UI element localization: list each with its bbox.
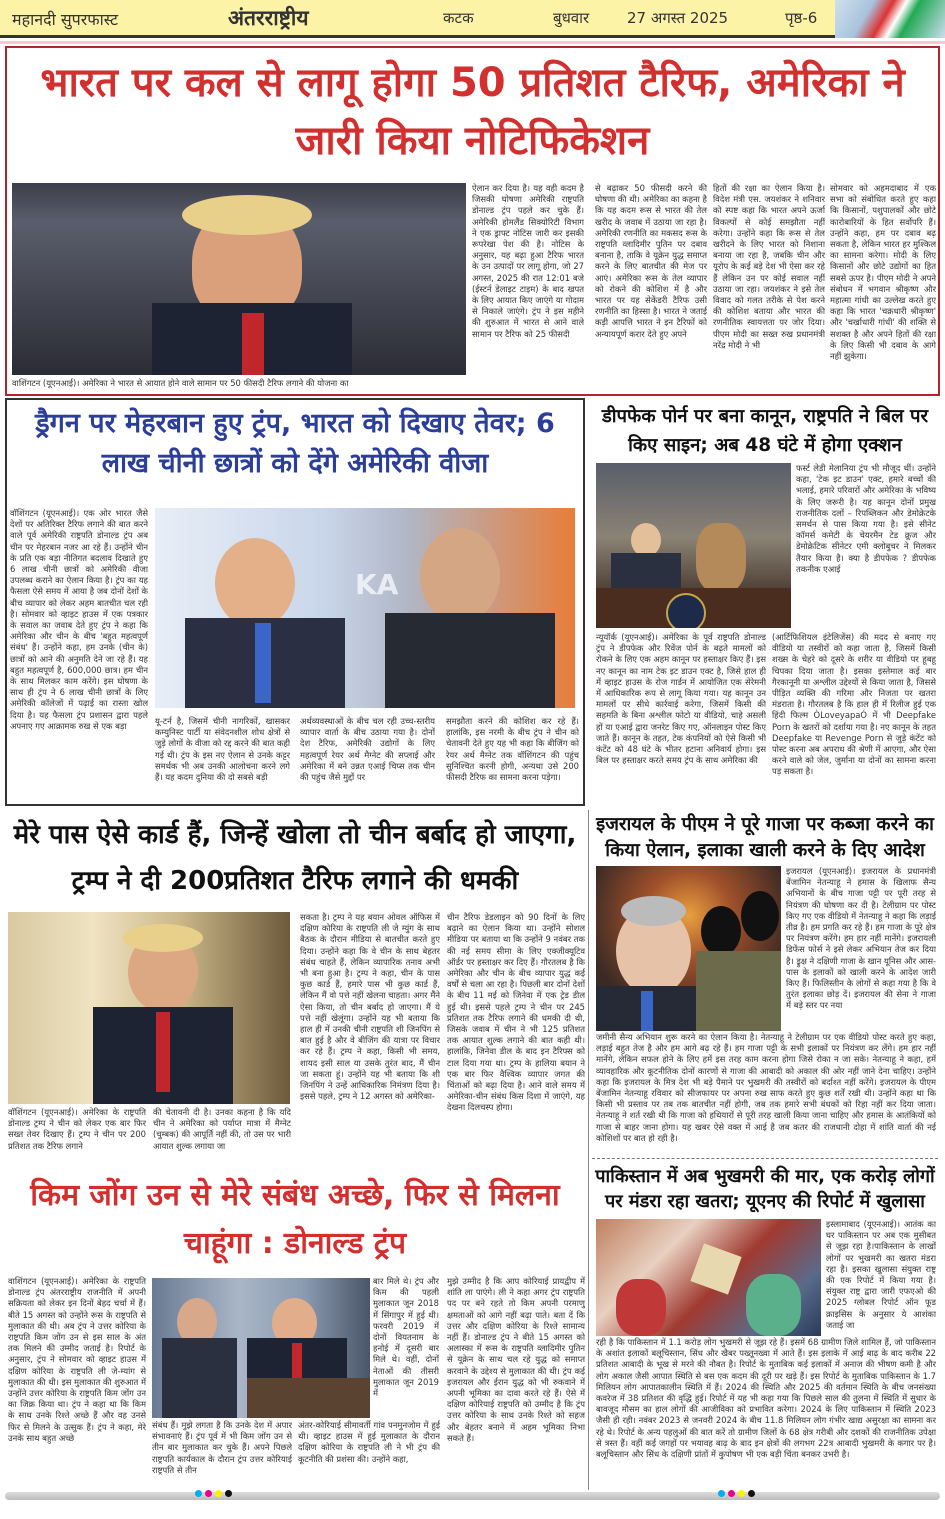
trump-press-briefing-photo: [152, 1278, 370, 1418]
black-dot: [748, 1490, 755, 1497]
food-distribution-photo: [596, 1219, 821, 1336]
netanyahu-photo: [596, 866, 781, 1031]
lead-column: ऐलान कर दिया है। यह वही कदम है जिसकी घोषणा अमेरिकी राष्ट्रपति डोनाल्ड ट्रंप पहले कर चुके हैं। अमेरिकी होमलैंड सिक्योरिटी विभाग ने एक ड्राफ्ट नोटिस जारी कर इसकी रूपरेखा पेश की है। नोटिस के अनुसार, यह बढ़ा हुआ टैरिफ भारत के उन उत्पादों पर लागू होगा, जो 27 अगस्त, 2025 की रात 12:01 बजे (ईस्टर्न डेलाइट टाइम) के बाद खपत के लिए आयात किए जाएंगे या गोदाम से निकाले जाएंगे। ट्रंप ने इस महीने की शुरुआत में भारत से आने वाले सामान पर टैरिफ को 25 फीसदी: [472, 183, 584, 339]
deepfake-column: न्यूयॉर्क (यूएनआई)। अमेरिका के पूर्व राष्ट्रपति डोनाल्ड ट्रंप ने डीपफेक और रिवेंज पोर्न के बढ़ते मामलों को रोकने के लिए एक अहम कानून पर हस्ताक्षर किए हैं। इस नए कानून का नाम टेक इट डाउन एक्ट है, जिसे हाल ही में व्हाइट हाउस के रोज गार्डन में आयोजित एक सेरेमनी में आधिकारिक रूप से लागू किया गया। यह कानून उन मामलों पर सीधे कार्रवाई करेगा, जिसमें किसी की सहमति के बिना अश्लील फोटो या वीडियो, चाहे असली हों या एआई द्वारा जनरेट किए गए, ऑनलाइन पोस्ट किए जाते हैं। कानून के तहत, टेक कंपनियों को ऐसे किसी भी कंटेंट को 48 घंटे के भीतर हटाना अनिवार्य होगा। इस बिल पर हस्ताक्षर करते समय ट्रंप के साथ अमेरिका की: [596, 632, 766, 766]
yellow-dot: [738, 1490, 745, 1497]
magenta-dot: [728, 1490, 735, 1497]
cyan-dot: [718, 1490, 725, 1497]
israel-column: इजरायल (यूएनआई)। इजरायल के प्रधानमंत्री बेंजामिन नेतन्याहू ने हमास के खिलाफ सैन्य अभियानों के बीच गाजा पट्टी पर पूरी तरह से नियंत्रण की घोषणा कर दी है। टेलीग्राम पर पोस्ट किए गए एक वीडियो में नेतन्याहू ने कहा कि लड़ाई तीव्र है। हम प्रगति कर रहे हैं। हम गाजा के पूरे क्षेत्र पर नियंत्रण करेंगे। हम हार नहीं मानेंगे। इजरायली डिफेंस फोर्स ने इसे लेकर अभियान तेज कर दिया है। ड्रुक्ष ने दक्षिणी गाजा के खान यूनिस और आस-पास के इलाकों को खाली करने के आदेश जारी किए हैं। फिलिस्तीन के लोगों से कहा गया है कि वे तुरंत इलाका छोड़ दें। इजरायल की सेना ने गाजा में बड़े स्तर पर नया: [786, 866, 936, 1011]
pakistan-column: इस्लामाबाद (यूएनआई)। आतंक का घर पाकिस्तान पर अब एक मुसीबत से जूझ रहा है।पाकिस्तान के लाखों लोगों पर भुखमरी का खतरा मंडरा रहा है। इसका खुलासा संयुक्त राष्ट्र की एक रिपोर्ट में किया गया है। संयुक्त राष्ट्र द्वारा जारी एफएओ की 2025 ग्लोबल रिपोर्ट ऑन फूड क्राइसिस के अनुसार ये आशंका जताई जा: [826, 1219, 936, 1330]
china-column: वॉशिंगटन (यूएनआई)। एक ओर भारत जैसे देशों पर अतिरिक्त टैरिफ लगाने की बात करने वाले पूर्व अमेरिकी राष्ट्रपति डोनाल्ड ट्रंप अब चीन पर मेहरबान नजर आ रहे हैं। उन्होंने चीन के प्रति एक बड़ा नीतिगत बदलाव दिखाते हुए 6 लाख चीनी छात्रों को अमेरिकी वीजा उपलब्ध कराने का ऐलान किया है। ट्रंप का यह फैसला ऐसे समय में आया है जब दोनों देशों के बीच व्यापार को लेकर अहम बातचीत चल रही है। सोमवार को व्हाइट हाउस में एक पत्रकार के सवाल का जवाब देते हुए ट्रंप ने कहा कि अमेरिका और चीन के बीच 'बहुत महत्वपूर्ण संबंध' हैं। उन्होंने कहा, हम उनके (चीन के) छात्रों को आने की अनुमति देने जा रहे हैं। यह बहुत महत्वपूर्ण है, 600,000 छात्र। हम चीन के साथ मिलकर काम करेंगे। इस घोषणा के साथ ही ट्रंप ने 6 लाख चीनी छात्रों के लिए अमेरिकी कॉलेजों में पढ़ाई का रास्ता खोल दिया है। यह फैसला ट्रंप प्रशासन द्वारा पहले अपनाए गए आक्रामक रुख से एक बड़ा: [10, 508, 148, 731]
page-number: पृष्ठ-6: [785, 9, 818, 27]
masthead: [0, 0, 945, 38]
kim-column: मुझे उम्मीद है कि आप कोरियाई प्रायद्वीप में शांति ला पाएंगे। ली ने कहा अगर ट्रंप राष्ट्रपति पद पर बने रहते तो किम अपनी परमाणु क्षमताओं को आगे नहीं बढ़ा पाते। बता दें कि उत्तर और दक्षिण कोरिया के रिश्ते सामान्य नहीं हैं। डोनाल्ड ट्रंप ने बीते 15 अगस्त को अलास्का में रूस के राष्ट्रपति व्लादिमीर पुतिन से यूक्रेन के साथ चल रहे युद्ध को समाप्त करवाने के उद्देश्य से मुलाकात की थी। ट्रंप कई इजरायल और ईरान युद्ध को भी रुकवाने में अपनी भूमिका का दावा करते रहे हैं। ऐसे में दक्षिण कोरियाई राष्ट्रपति को उम्मीद है कि ट्रंप उत्तर कोरिया के साथ उनके रिश्ते को सहज और बेहतर बनाने में अहम भूमिका निभा सकते हैं।: [447, 1276, 585, 1443]
china-column: अर्थव्यवस्थाओं के बीच चल रही उच्च-स्तरीय व्यापार वार्ता के बीच उठाया गया है। दोनों देश टैरिफ, अमेरिकी उद्योगों के लिए महत्वपूर्ण रेयर अर्थ मैग्नेट की सप्लाई और अमेरिका में बने उन्नत एआई चिप्स तक चीन की पहुंच जैसे मुद्दों पर: [300, 716, 435, 783]
kim-column: बार मिले थे। ट्रंप और किम की पहली मुलाकात जून 2018 में सिंगापुर में हुई थी। फरवरी 2019 में दोनों वियतनाम के हनोई में दूसरी बार मिले थे। वहीं, दोनों नेताओं की तीसरी मुलाकात जून 2019 में: [373, 1276, 439, 1399]
date: 27 अगस्त 2025: [627, 9, 729, 27]
deepfake-column: फर्स्ट लेडी मेलानिया ट्रंप भी मौजूद थीं। उन्होंने कहा, 'टेक इट डाउन' एक्ट, हमारे बच्चों की भलाई, हमारे परिवारों और अमेरिका के भविष्य के लिए जरूरी है। यह कानून दोनों प्रमुख राजनीतिक दलों – रिपब्लिकन और डेमोक्रेटके समर्थन से पास किया गया है। इसे सीनेट कॉमर्स कमेटी के चेयरमैन टेड क्रूज और डेमोक्रेटिक सीनेटर एमी क्लोबुचर ने मिलकर तैयार किया है। क्या है डीपफेक ? डीपफेक तकनीक एआई: [796, 463, 936, 574]
kim-column: अंतर-कोरियाई सीमावर्ती गांव पनमुनजोम में हुई थी। व्हाइट हाउस में हुई मुलाकात के दौरान दक्षिण कोरिया के राष्ट्रपति ली ने भी ट्रंप की कूटनीति की प्रशंसा की। उन्होंने कहा,: [298, 1420, 440, 1464]
paper-name: महानदी सुपरफास्ट: [12, 10, 119, 29]
day: बुधवार: [553, 9, 590, 27]
lead-column: हितों की रक्षा का ऐलान किया है। विदेश मंत्री एस. जयशंकर ने शनिवार को स्पष्ट कहा कि भारत अपने ऊर्जा विकल्पों से कोई समझौता नहीं करेगा। उन्होंने कहा कि रूस से तेल खरीदने के लिए भारत को निशाना बनाया जा रहा है, जबकि चीन और यूरोप के कई बड़े देश भी ऐसा कर रहे हैं लेकिन उन पर कोई सवाल नहीं उठाया जा रहा। जयशंकर ने इसे तेल विवाद को गलत तरीके से पेश करने की कोशिश बताया और भारत की रणनीतिक स्वायत्तता पर जोर दिया। पीएम मोदी का सख्त रुख प्रधानमंत्री नरेंद्र मोदी ने भी: [713, 183, 825, 350]
cards-headline: मेरे पास ऐसे कार्ड हैं, जिन्हें खोला तो चीन बर्बाद हो जाएगा, ट्रम्प ने दी 200प्रतिशत टैरिफ लगाने की धमकी: [13, 820, 577, 896]
divider: [592, 1158, 938, 1159]
yellow-dot: [215, 1490, 222, 1497]
section-name: अंतरराष्ट्रीय: [228, 6, 309, 30]
flags-image: [835, 0, 945, 38]
kim-column: संबंध हैं। मुझे लगता है कि उनके देश में अपार संभावनाएं हैं। ट्रंप पूर्व में भी किम जोंग उन से तीन बार मुलाकात कर चुके हैं। अपने पिछले राष्ट्रपति कार्यकाल के दौरान ट्रंप उत्तर कोरियाई राष्ट्रपति से तीन: [152, 1420, 292, 1475]
china-column: यू-टर्न है, जिसमें चीनी नागरिकों, खासकर कम्युनिस्ट पार्टी या संवेदनशील शोध क्षेत्रों से जुड़े लोगों के वीजा को रद्द करने की बात कही गई थी। ट्रंप के इस नए ऐलान से उनके कट्टर समर्थक भी अब उनकी आलोचना करने लगे हैं। यह कदम दुनिया की दो सबसे बड़ी: [155, 716, 290, 783]
deepfake-column: (आर्टिफिशियल इंटेलिजेंस) की मदद से बनाए गए वीडियो या तस्वीरों को कहा जाता है, जिसमें किसी शख्स के चेहरे को दूसरे के शरीर या वीडियो पर हूबहू चिपका दिया जाता है। इसका इस्तेमाल कई बार गैरकानूनी या अश्लील उद्देश्यों से किया जाता है, जिससे पीड़ित व्यक्ति की गरिमा और निजता पर खतरा मंडराता है। गौरतलब है कि हाल ही में रिलीज हुई एक हिंदी फिल्म ÒLoveyapaÓ में भी Deepfake Porn के खतरों को दर्शाया गया है। नए कानून के तहत Deepfake या Revenge Porn से जुड़े कंटेंट को पोस्ट करना अब अपराध की श्रेणी में आएगा, और ऐसा करने वाले को जेल, जुर्माना या दोनों का सामना करना पड़ सकता है।: [772, 632, 936, 777]
cyan-dot: [195, 1490, 202, 1497]
cards-column: सकता है। ट्रम्प ने यह बयान ओवल ऑफिस में दक्षिण कोरिया के राष्ट्रपति ली जे म्युंग के साथ बैठक के दौरान मीडिया से बातचीत करते हुए दिया। उन्होंने कहा कि वे चीन के साथ बेहतर संबंध चाहते हैं, लेकिन व्यापारिक तनाव अभी भी बना हुआ है। ट्रम्प ने कहा, चीन के पास कुछ कार्ड हैं, हमारे पास भी कुछ कार्ड हैं, लेकिन मैं वो पत्ते नहीं खेलना चाहता। अगर मैंने ऐसा किया, तो चीन बर्बाद हो जाएगा। मैं ये पत्ते नहीं खेलूंगा। उन्होंने यह भी बताया कि हाल ही में उनकी चीनी राष्ट्रपति शी जिनपिंग से बात हुई है और वे बीजिंग की यात्रा पर विचार कर रहे हैं। ट्रम्प ने कहा, किसी भी समय, शायद इसी साल या उसके तुरंत बाद, मैं चीन जा सकता हूं। उन्होंने यह भी बताया कि शी जिनपिंग ने उन्हें आधिकारिक निमंत्रण दिया है। इससे पहले, ट्रम्प ने 12 अगस्त को अमेरिका-: [300, 912, 440, 1102]
cards-column: चीन टैरिफ डेडलाइन को 90 दिनों के लिए बढ़ाने का ऐलान किया था। उन्होंने सोशल मीडिया पर बताया था कि उन्होंने 9 नवंबर तक की नई समय सीमा के लिए एक्जीक्यूटिव ऑर्डर पर हस्ताक्षर कर दिए हैं। गौरतलब है कि अमेरिका और चीन के बीच व्यापार युद्ध कई वर्षों से चला आ रहा है। पिछली बार दोनों देशों के बीच 11 मई को जिनेवा में एक ट्रेड डील हुई थी। इससे पहले ट्रम्प ने चीन पर 245 प्रतिशत तक टैरिफ लगाने की धमकी दी थी, जिसके जवाब में चीन ने भी 125 प्रतिशत तक आयात शुल्क लगाने की बात कही थी। हालांकि, जिनेवा डील के बाद इन टैरिफ्स को टाल दिया गया था। ट्रम्प के हालिया बयान ने एक बार फिर वैश्विक व्यापार जगत की चिंताओं को बढ़ा दिया है। आने वाले समय में अमेरिका-चीन संबंध किस दिशा में जाएंगे, यह देखना दिलचस्प होगा।: [447, 912, 585, 1113]
black-dot: [225, 1490, 232, 1497]
magenta-dot: [205, 1490, 212, 1497]
trump-oval-office-photo: [8, 912, 290, 1104]
kim-headline: किम जोंग उन से मेरे संबंध अच्छे, फिर से मिलना चाहूंगा : डोनाल्ड ट्रंप: [30, 1178, 560, 1261]
china-headline: ड्रैगन पर मेहरबान हुए ट्रंप, भारत को दिखाए तेवर; 6 लाख चीनी छात्रों को देंगे अमेरिकी वीजा: [35, 408, 555, 479]
kim-column: वाशिंगटन (यूएनआई)। अमेरिका के राष्ट्रपति डोनाल्ड ट्रंप अंतरराष्ट्रीय राजनीति में अपनी सक्रियता को लेकर इन दिनों बेहद चर्चा में हैं। बीते 15 अगस्त को उन्होंने रूस के राष्ट्रपति से मुलाकात की थी। अब ट्रंप ने उत्तर कोरिया के राष्ट्रपति किम जोंग उन से इस साल के अंत तक मिलने की उम्मीद जताई है। रिपोर्ट के अनुसार, ट्रंप ने सोमवार को व्हाइट हाउस में दक्षिण कोरिया के राष्ट्रपति ली जे-म्यांग से मुलाकात की थी। इस मुलाकात की शुरुआत में उन्होंने उत्तर कोरिया के राष्ट्रपति किम जोंग उन का जिक्र किया था। ट्रंप ने कहा था कि किम के साथ उनके रिश्ते अच्छे हैं और वह उनसे फिर से मिलने के उत्सुक हैं। ट्रंप ने कहा, मेरे उनके साथ बहुत अच्छे: [8, 1276, 146, 1443]
israel-column: जमीनी सैन्य अभियान शुरू करने का ऐलान किया है। नेतन्याहू ने टेलीग्राम पर एक वीडियो पोस्ट करते हुए कहा, लड़ाई बहुत तेज है और हम आगे बढ़ रहे हैं। हम गाजा पट्टी के सभी इलाकों पर नियंत्रण कर लेंगे। हम हार नहीं मानेंगे, लेकिन सफल होने के लिए हमें इस तरह काम करना होगा जिसे रोका न जा सके। नेतन्याहू ने कहा, हमें व्यावहारिक और कूटनीतिक दोनों कारणों से गाजा की आबादी को अकाल की ओर नहीं जाने देना चाहिए। उन्होंने कहा कि इजरायल के मित्र देश भी बड़े पैमाने पर भुखमरी की तस्वीरों को बर्दाश्त नहीं करेंगे। इजरायल के पीएम बेंजामिन नेतन्याहू रविवार को सीजफायर पर अपना रुख साफ करते हुए कुछ शर्तें रखी थी। उन्होंने कहा था कि किसी भी प्रस्ताव पर तब तक बातचीत नहीं होगी, जब तक हमारे सभी बंधकों को रिहा नहीं कर दिया जाता। नेतन्याहू ने शर्त रखी थी कि गाजा को हथियारों से पूरी तरह खाली किया जाना चाहिए और हमास के आतंकियों को गाजा से बाहर जाना होगा। यह खबर ऐसे वक्त में आई है जब कतर की राजधानी दोहा में शांति वार्ता की नई कोशिशों पर बात हो रही है।: [596, 1032, 936, 1143]
print-registration-strip: [5, 1492, 940, 1500]
trump-speech-photo: [12, 183, 466, 375]
divider: [0, 41, 945, 44]
lead-column: सोमवार को अहमदाबाद में एक सभा को संबोधित करते हुए कहा कि किसानों, पशुपालकों और छोटे कारोबारियों के हित सर्वोपरि हैं। उन्होंने कहा, हम पर दबाव बढ़ सकता है, लेकिन भारत हर मुश्किल का सामना करेगा। मोदी के लिए किसानों और छोटे उद्योगों का हित सबसे ऊपर है। पीएम मोदी ने अपने संबोधन में भगवान श्रीकृष्ण और महात्मा गांधी का उल्लेख करते हुए कहा कि भारत 'चक्रधारी श्रीकृष्ण' और 'चर्खाधारी गांधी' की शक्ति से सशक्त है और अपने हितों की रक्षा के लिए किसी भी दबाव के आगे नहीं झुकेगा।: [830, 183, 936, 362]
israel-headline: इजरायल के पीएम ने पूरे गाजा पर कब्जा करने का किया ऐलान, इलाका खाली करने के दिए आदेश: [596, 814, 934, 861]
lead-caption: वाशिंगटन (यूएनआई)। अमेरिका ने भारत से आयात होने वाले सामान पर 50 फीसदी टैरिफ लगाने की योजना का: [12, 378, 349, 388]
trump-xi-photo: KA: [155, 508, 575, 708]
lead-column: से बढ़ाकर 50 फीसदी करने की घोषणा की थी। अमेरिका का कहना है कि यह कदम रूस से भारत की तेल खरीद के जवाब में उठाया जा रहा है। अमेरिकी रणनीति का मकसद रूस के राष्ट्रपति व्लादिमीर पुतिन पर दबाव बनाना है, ताकि वे यूक्रेन युद्ध समाप्त करने के लिए बातचीत की मेज पर आएं। अमेरिका रूस के तेल व्यापार को रोकने की कोशिश में है और भारत पर यह सेकेंडरी टैरिफ उसी रणनीति का हिस्सा है। भारत ने जताई कड़ी आपत्ति भारत ने इन टैरिफों को अन्यायपूर्ण करार देते हुए अपने: [595, 183, 707, 339]
cards-column: वॉशिंगटन (यूएनआई)। अमेरिका के राष्ट्रपति डोनाल्ड ट्रम्प ने चीन को लेकर एक बार फिर सख्त तेवर दिखाए हैं। ट्रम्प ने चीन पर 200 प्रतिशत तक टैरिफ लगाने: [8, 1107, 146, 1151]
lead-headline: भारत पर कल से लागू होगा 50 प्रतिशत टैरिफ, अमेरिका ने जारी किया नोटिफिकेशन: [40, 60, 905, 164]
deepfake-headline: डीपफेक पोर्न पर बना कानून, राष्ट्रपति ने बिल पर किए साइन; अब 48 घंटे में होगा एक्शन: [601, 406, 929, 456]
pakistan-headline: पाकिस्तान में अब भुखमरी की मार, एक करोड़ लोगों पर मंडरा रहा खतरा; यूएनए की रिपोर्ट में खुलासा: [595, 1166, 935, 1212]
bill-signing-photo: [596, 463, 791, 628]
cards-column: की चेतावनी दी है। उनका कहना है कि यदि चीन ने अमेरिका को पर्याप्त मात्रा में मैग्नेट (चुम्बक) की आपूर्ति नहीं की, तो उस पर भारी आयात शुल्क लगाया जा: [153, 1107, 291, 1151]
column-rule: [588, 810, 589, 1490]
city: कटक: [443, 9, 474, 27]
china-column: समझौता करने की कोशिश कर रहे हैं। हालांकि, इस नरमी के बीच ट्रंप ने चीन को चेतावनी देते हुए यह भी कहा कि बीजिंग को रेयर अर्थ मैग्नेट तक वॉशिंगटन की पहुंच सुनिश्चित करनी होगी, अन्यथा उसे 200 फीसदी टैरिफ का सामना करना पड़ेगा।: [446, 716, 579, 783]
pakistan-column: रही है कि पाकिस्तान में 1.1 करोड़ लोग भुखमरी से जूझ रहे हैं। इसमें 68 ग्रामीण जिले शामिल हैं, जो पाकिस्तान के अशांत इलाकों बलूचिस्तान, सिंध और खैबर पख्तूनख्वा में आते हैं। इस इलाके में आई बाढ़ के बाद करीब 22 प्रतिशत आबादी के भूख से मरने की नौबत है। रिपोर्ट के मुताबिक कई इलाकों में अनाज की भीषण कमी है और लोग अकाल जैसी आपात स्थिति से बस एक कदम की दूरी पर खड़े हैं। इस रिपोर्ट के मुताबिक पाकिस्तान के 1.7 मिलियन लोग आपातकालीन स्थिति में हैं। 2024 की स्थिति और 2025 की वर्तमान स्थिति के बीच जनसंख्या कवरेज में 38 प्रतिशत की वृद्धि हुई। रिपोर्ट में यह भी कहा गया कि पिछले साल की तुलना में स्थिति में सुधार के बावजूद मौसम का हाल लोगों की आजीविका को प्रभावित करेगा। 2024 के लिए पाकिस्तान में स्थिति 2023 जैसी ही रही। नवंबर 2023 से जनवरी 2024 के बीच 11.8 मिलियन लोग गंभीर खाद्य असुरक्षा का सामना कर रहे थे। रिपोर्ट के अन्य पहलुओं की बात करें तो ग्रामीण जिलों के 68 क्षेत्र गरीबी और दशकों की राजनीतिक उपेक्षा से त्रस्त हैं। वहीं कई जगहों पर भयावह बाढ़ के बाद इन क्षेत्रों की लगभग 22त्र आबादी भुखमरी के कगार पर है। बलूचिस्तान और सिंध के दक्षिणी प्रांतों में कुपोषण भी एक बड़ी चिंता बनकर उभरी है।: [596, 1337, 936, 1460]
